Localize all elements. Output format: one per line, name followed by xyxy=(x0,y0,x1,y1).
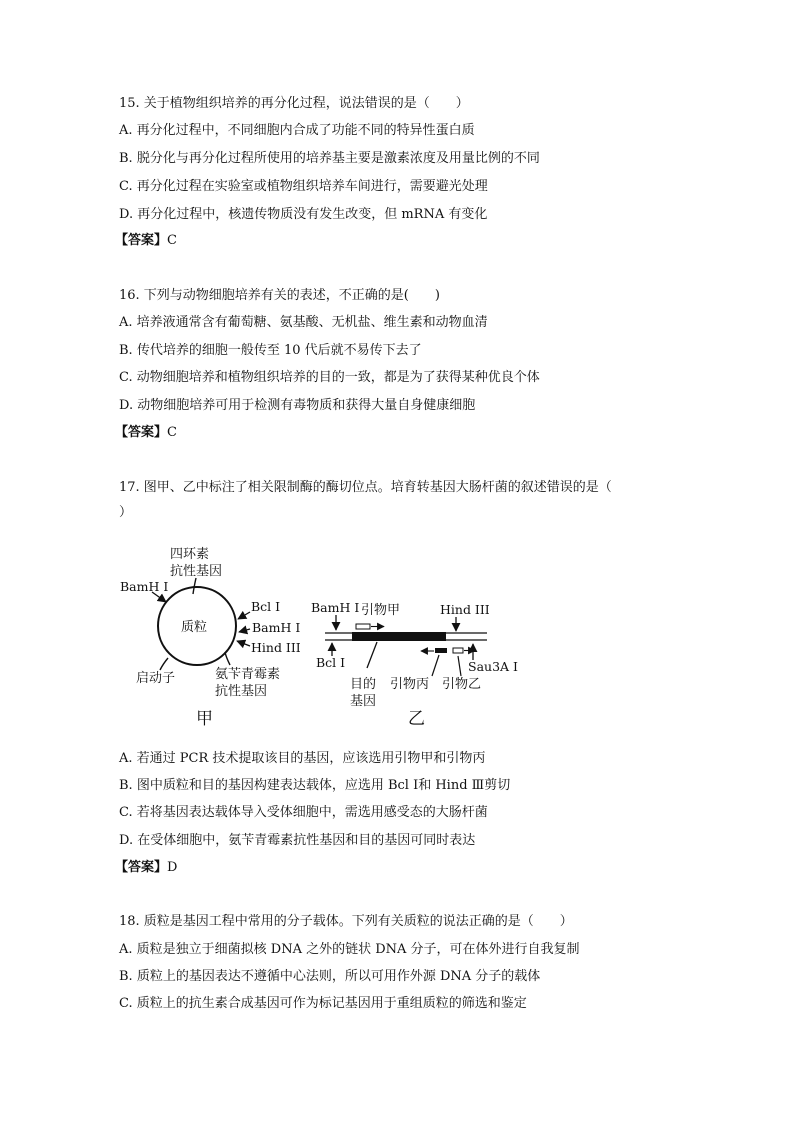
bamh1-right-label: BamH I xyxy=(252,620,301,635)
question-15-option-d: D. 再分化过程中，核遗传物质没有发生改变，但 mRNA 有变化 xyxy=(119,207,488,222)
answer-value: D xyxy=(167,860,178,875)
primer-c-label: 引物丙 xyxy=(390,677,430,692)
question-18-option-c: C. 质粒上的抗生素合成基因可作为标记基因用于重组质粒的筛选和鉴定 xyxy=(119,996,527,1011)
ampicillin-gene-pointer xyxy=(225,652,230,665)
target-gene-bar xyxy=(352,632,446,641)
question-15-option-a: A. 再分化过程中，不同细胞内合成了功能不同的特异性蛋白质 xyxy=(119,123,475,138)
question-16-option-c: C. 动物细胞培养和植物组织培养的目的一致，都是为了获得某种优良个体 xyxy=(119,370,540,385)
bcl1-plasmid-arrow xyxy=(238,612,250,619)
promoter-label: 启动子 xyxy=(136,671,176,686)
dna-bamh1-label: BamH I xyxy=(311,600,360,615)
primer-a-label: 引物甲 xyxy=(361,603,401,618)
question-15-stem: 15. 关于植物组织培养的再分化过程，说法错误的是（ ） xyxy=(119,96,469,111)
answer-label: 【答案】 xyxy=(115,233,168,248)
target-gene-label-2: 基因 xyxy=(350,694,377,709)
primer-b-label: 引物乙 xyxy=(442,677,482,692)
tetracycline-gene-pointer xyxy=(193,578,196,594)
plasmid-label: 质粒 xyxy=(181,620,208,635)
dna-hind3-label: Hind III xyxy=(440,602,490,617)
question-17-option-a: A. 若通过 PCR 技术提取该目的基因，应该选用引物甲和引物丙 xyxy=(119,751,486,766)
primer-c-box xyxy=(435,648,447,653)
question-17-option-d: D. 在受体细胞中，氨苄青霉素抗性基因和目的基因可同时表达 xyxy=(119,833,476,848)
dna-bcl1-label: Bcl I xyxy=(316,655,346,670)
figure-caption-b: 乙 xyxy=(408,709,425,729)
tetracycline-gene-label-1: 四环素 xyxy=(170,547,210,562)
question-17-option-c: C. 若将基因表达载体导入受体细胞中，需选用感受态的大肠杆菌 xyxy=(119,805,488,820)
answer-value: C xyxy=(167,425,177,440)
ampicillin-gene-label-2: 抗性基因 xyxy=(215,684,268,699)
question-15-option-b: B. 脱分化与再分化过程所使用的培养基主要是激素浓度及用量比例的不同 xyxy=(119,151,540,166)
hind3-plasmid-arrow xyxy=(237,641,250,646)
question-16-option-d: D. 动物细胞培养可用于检测有毒物质和获得大量自身健康细胞 xyxy=(119,398,476,413)
bcl1-plasmid-label: Bcl I xyxy=(251,599,281,614)
question-17-stem: 17. 图甲、乙中标注了相关限制酶的酶切位点。培育转基因大肠杆菌的叙述错误的是（ xyxy=(119,480,612,495)
dna-segment-diagram xyxy=(311,600,518,729)
question-17-stem-cont: ） xyxy=(119,505,133,520)
question-16-option-a: A. 培养液通常含有葡萄糖、氨基酸、无机盐、维生素和动物血清 xyxy=(119,315,488,330)
primer-c-pointer xyxy=(432,655,439,676)
question-15-option-c: C. 再分化过程在实验室或植物组织培养车间进行，需要避光处理 xyxy=(119,179,488,194)
primer-b-box xyxy=(453,648,463,653)
question-18-option-b: B. 质粒上的基因表达不遵循中心法则，所以可用作外源 DNA 分子的载体 xyxy=(119,969,541,984)
question-17-option-b: B. 图中质粒和目的基因构建表达载体，应选用 Bcl Ⅰ和 Hind Ⅲ剪切 xyxy=(119,778,511,793)
promoter-pointer xyxy=(160,658,168,670)
question-17-answer xyxy=(115,860,177,876)
question-18-option-a: A. 质粒是独立于细菌拟核 DNA 之外的链状 DNA 分子，可在体外进行自我复制 xyxy=(119,942,580,957)
question-18-stem: 18. 质粒是基因工程中常用的分子载体。下列有关质粒的说法正确的是（ ） xyxy=(119,914,573,929)
answer-label: 【答案】 xyxy=(115,860,168,875)
figure-caption-a: 甲 xyxy=(196,709,213,729)
answer-value: C xyxy=(167,233,177,248)
bamh1-top-label: BamH I xyxy=(120,579,169,594)
ampicillin-gene-label-1: 氨苄青霉素 xyxy=(215,667,281,682)
plasmid-diagram xyxy=(120,547,301,729)
hind3-plasmid-label: Hind III xyxy=(251,640,301,655)
tetracycline-gene-label-2: 抗性基因 xyxy=(170,564,223,579)
sau3a1-label: Sau3A I xyxy=(468,659,518,674)
primer-b-pointer xyxy=(458,656,461,676)
primer-a-box xyxy=(356,624,370,629)
target-gene-pointer xyxy=(367,642,377,668)
bamh1-right-arrow xyxy=(239,629,250,632)
answer-label: 【答案】 xyxy=(115,425,168,440)
question-16-option-b: B. 传代培养的细胞一般传至 10 代后就不易传下去了 xyxy=(119,343,422,358)
question-16-stem: 16. 下列与动物细胞培养有关的表述，不正确的是( ) xyxy=(119,288,440,303)
target-gene-label-1: 目的 xyxy=(350,677,377,692)
